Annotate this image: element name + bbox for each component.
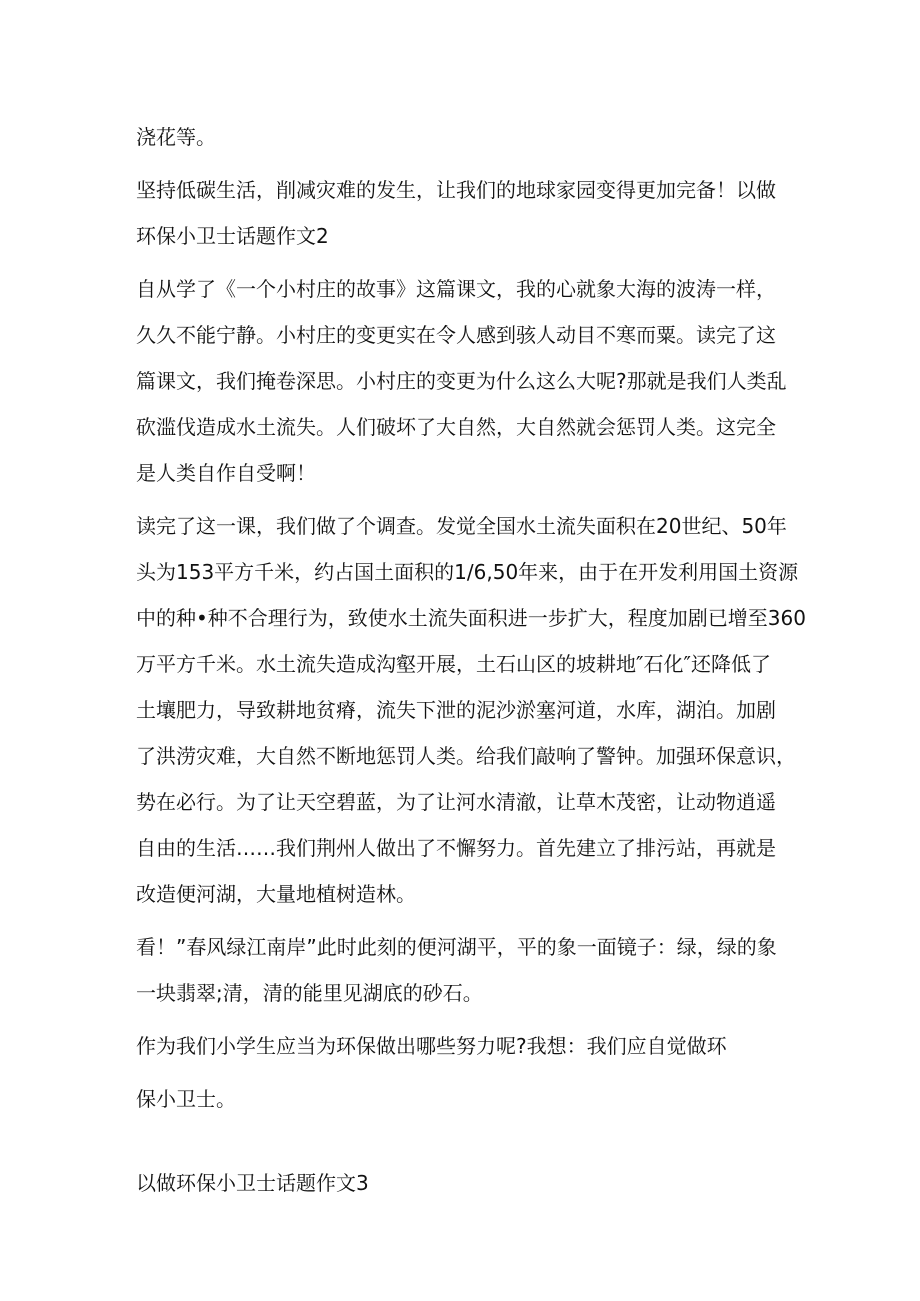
text-line: 自由的生活……我们荆州人做出了不懈努力。首先建立了排污站，再就是: [136, 836, 776, 860]
text-line: 看！”春风绿江南岸”此时此刻的便河湖平，平的象一面镜子：绿，绿的象: [136, 935, 777, 959]
text-line: 砍滥伐造成水土流失。人们破坏了大自然，大自然就会惩罚人类。这完全: [136, 415, 776, 439]
text-line: 保小卫士。: [136, 1087, 236, 1111]
text-line: 自从学了《一个小村庄的故事》这篇课文，我的心就象大海的波涛一样，: [136, 277, 776, 301]
text-line: 坚持低碳生活，削减灾难的发生，让我们的地球家园变得更加完备！以做: [136, 178, 776, 202]
text-line: 环保小卫士话题作文2: [136, 224, 329, 248]
text-line: 一块翡翠;清，清的能里见湖底的砂石。: [136, 981, 483, 1005]
text-line: 读完了这一课，我们做了个调查。发觉全国水土流失面积在20世纪、50年: [136, 514, 787, 538]
text-line: 是人类自作自受啊！: [136, 461, 316, 485]
text-line: 中的种•种不合理行为，致使水土流失面积进一步扩大，程度加剧已增至360: [136, 606, 806, 630]
text-line: 久久不能宁静。小村庄的变更实在令人感到骇人动目不寒而粟。读完了这: [136, 323, 776, 347]
text-line: 万平方千米。水土流失造成沟壑开展，土石山区的坡耕地″石化″还降低了: [136, 652, 771, 676]
section-heading: 以做环保小卫士话题作文3: [136, 1171, 369, 1195]
text-line: 浇花等。: [136, 125, 216, 149]
text-line: 了洪涝灾难，大自然不断地惩罚人类。给我们敲响了警钟。加强环保意识，: [136, 744, 796, 768]
text-line: 篇课文，我们掩卷深思。小村庄的变更为什么这么大呢?那就是我们人类乱: [136, 369, 787, 393]
text-line: 势在必行。为了让天空碧蓝，为了让河水清澈，让草木茂密，让动物逍遥: [136, 790, 776, 814]
text-line: 作为我们小学生应当为环保做出哪些努力呢?我想：我们应自觉做环: [136, 1034, 727, 1058]
text-line: 土壤肥力，导致耕地贫瘠，流失下泄的泥沙淤塞河道，水库，湖泊。加剧: [136, 698, 776, 722]
document-body: [136, 114, 806, 1206]
text-line: 头为153平方千米，约占国土面积的1/6,50年来，由于在开发利用国土资源: [136, 560, 799, 584]
text-line: 改造便河湖，大量地植树造林。: [136, 882, 416, 906]
